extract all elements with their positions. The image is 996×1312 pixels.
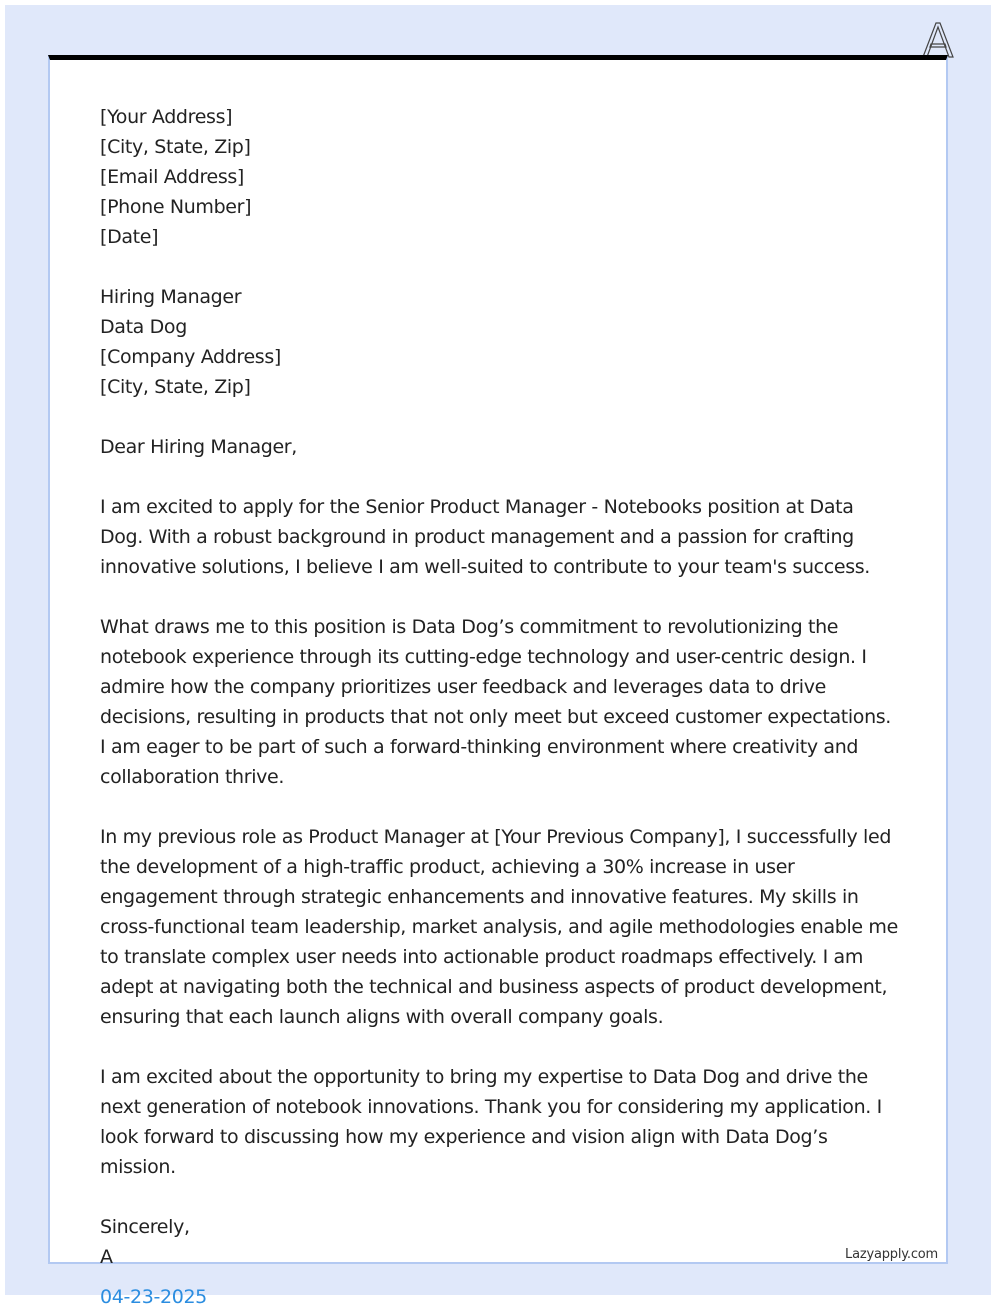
sender-city-state-zip: [City, State, Zip] xyxy=(100,136,251,158)
letter-date: 04-23-2025 xyxy=(100,1286,207,1308)
paragraph-motivation: What draws me to this position is Data Dog’s commitment to revolutionizing the notebook experience through its cutting-edge technology and user-centric design. I admire how the company prioritizes user feedback and leverages data to drive decisions, resulting in products that not only meet but exceed customer expectations. I am eager to be part of such a forward-thinking environment where creativity and collaboration thrive. xyxy=(100,616,891,788)
recipient-city-state-zip: [City, State, Zip] xyxy=(100,376,251,398)
sender-phone: [Phone Number] xyxy=(100,196,252,218)
cover-letter-page xyxy=(48,55,948,1308)
recipient-block xyxy=(100,282,900,402)
recipient-address: [Company Address] xyxy=(100,346,281,368)
paragraph-intro: I am excited to apply for the Senior Product Manager - Notebooks position at Data Dog. With a robust background in product management and a passion for crafting innovative solutions, I believe I am well-suited to contribute to your team's success. xyxy=(100,496,870,578)
recipient-name: Hiring Manager xyxy=(100,286,242,308)
valediction: Sincerely, xyxy=(100,1216,190,1238)
footer-brand-text: Lazyapply.com xyxy=(845,1247,938,1262)
sender-address: [Your Address] xyxy=(100,106,233,128)
recipient-company: Data Dog xyxy=(100,316,187,338)
sender-date: [Date] xyxy=(100,226,159,248)
paragraph-experience: In my previous role as Product Manager at [Your Previous Company], I successfully led the development of a high-traffic product, achieving a 30% increase in user engagement through strategic enhancements and innovative features. My skills in cross-functional team leadership, market analysis, and agile methodologies enable me to translate complex user needs into actionable product roadmaps effectively. I am adept at navigating both the technical and business aspects of product development, ensuring that each launch aligns with overall company goals. xyxy=(100,826,898,1028)
letter-body xyxy=(100,102,900,1312)
paragraph-closing: I am excited about the opportunity to bring my expertise to Data Dog and drive the next generation of notebook innovations. Thank you for considering my application. I look forward to discussing how my experience and vision align with Data Dog’s mission. xyxy=(100,1066,882,1178)
sender-email: [Email Address] xyxy=(100,166,244,188)
sender-block xyxy=(100,102,900,252)
salutation: Dear Hiring Manager, xyxy=(100,436,297,458)
signature: A xyxy=(100,1246,113,1268)
